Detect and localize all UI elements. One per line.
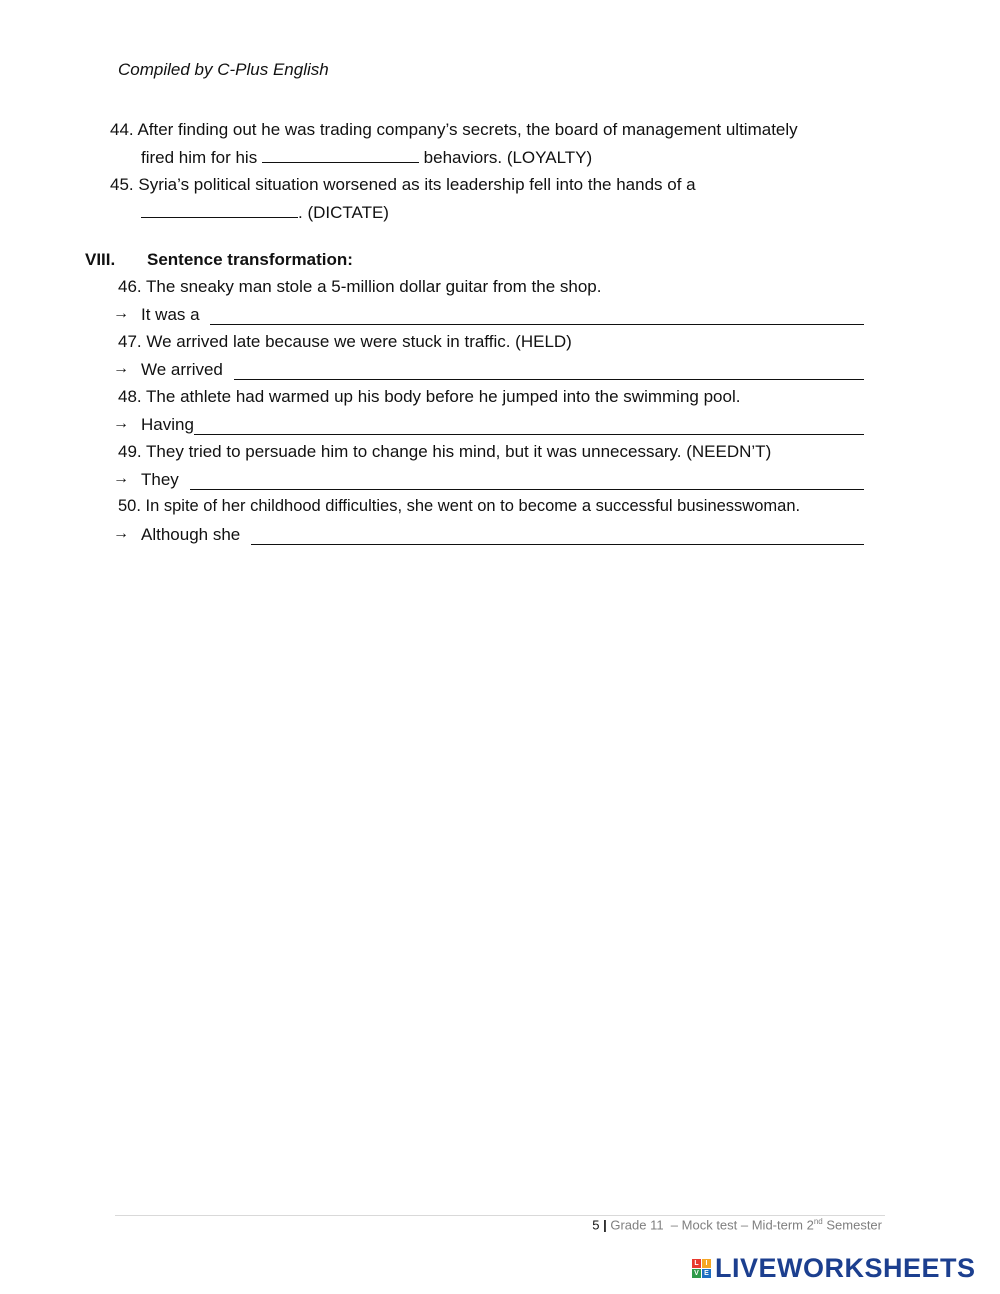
right-arrow-icon: → — [113, 360, 129, 377]
right-arrow-icon: → — [113, 415, 129, 432]
question-text: fired him for his — [141, 148, 262, 167]
logo-letter: V — [692, 1269, 701, 1278]
answer-blank[interactable] — [190, 471, 864, 490]
question-44-line2 — [141, 148, 592, 168]
question-text: After finding out he was trading company’s secrets, the board of management ultimately — [137, 120, 798, 139]
logo-letter: I — [702, 1259, 711, 1268]
question-45-line2 — [141, 203, 389, 223]
right-arrow-icon: → — [113, 305, 129, 322]
liveworksheets-logo-icon — [692, 1259, 711, 1278]
section-title: Sentence transformation: — [147, 250, 353, 269]
logo-letter: L — [692, 1259, 701, 1268]
answer-blank[interactable] — [141, 203, 298, 218]
brand-name: LIVEWORKSHEETS — [715, 1253, 976, 1283]
answer-blank[interactable] — [210, 306, 864, 325]
footer-superscript: nd — [813, 1217, 823, 1226]
question-text: Syria’s political situation worsened as its leadership fell into the hands of a — [138, 175, 696, 194]
page-footer — [592, 1217, 882, 1232]
question-number: 44. — [110, 120, 134, 139]
answer-stem: Although she — [141, 525, 245, 544]
liveworksheets-brand[interactable] — [692, 1253, 976, 1284]
transformation-prompt: 46. The sneaky man stole a 5-million dollar guitar from the shop. — [118, 277, 602, 296]
footer-text-end: Semester — [822, 1217, 882, 1233]
answer-blank[interactable] — [251, 526, 864, 545]
answer-row — [141, 525, 864, 545]
footer-text: Grade 11 – Mock test – Mid-term 2 — [610, 1217, 814, 1233]
logo-letter: E — [702, 1269, 711, 1278]
compiled-by-header: Compiled by C-Plus English — [118, 60, 329, 79]
answer-blank[interactable] — [194, 416, 864, 435]
transformation-prompt: 48. The athlete had warmed up his body before he jumped into the swimming pool. — [118, 387, 741, 406]
answer-row — [141, 470, 864, 490]
right-arrow-icon: → — [113, 470, 129, 487]
footer-divider — [115, 1215, 885, 1216]
answer-stem: It was a — [141, 305, 205, 324]
transformation-prompt: 50. In spite of her childhood difficulties, she went on to become a successful businesswoman. — [118, 497, 801, 515]
answer-row — [141, 360, 864, 380]
question-45 — [110, 175, 696, 195]
footer-separator: | — [603, 1217, 607, 1233]
transformation-prompt: 47. We arrived late because we were stuck in traffic. (HELD) — [118, 332, 572, 351]
answer-blank[interactable] — [234, 361, 864, 380]
answer-blank[interactable] — [262, 148, 419, 163]
question-44 — [110, 120, 798, 140]
question-number: 45. — [110, 175, 134, 194]
page-number: 5 — [592, 1217, 600, 1233]
section-number: VIII. — [85, 250, 116, 269]
answer-stem: They — [141, 470, 184, 489]
transformation-prompt: 49. They tried to persuade him to change his mind, but it was unnecessary. (NEEDN’T) — [118, 442, 772, 461]
answer-row — [141, 415, 864, 435]
answer-stem: Having — [141, 415, 194, 434]
question-text: behaviors. (LOYALTY) — [418, 148, 593, 167]
right-arrow-icon: → — [113, 525, 129, 542]
answer-stem: We arrived — [141, 360, 228, 379]
question-text: . (DICTATE) — [298, 203, 389, 222]
answer-row — [141, 305, 864, 325]
